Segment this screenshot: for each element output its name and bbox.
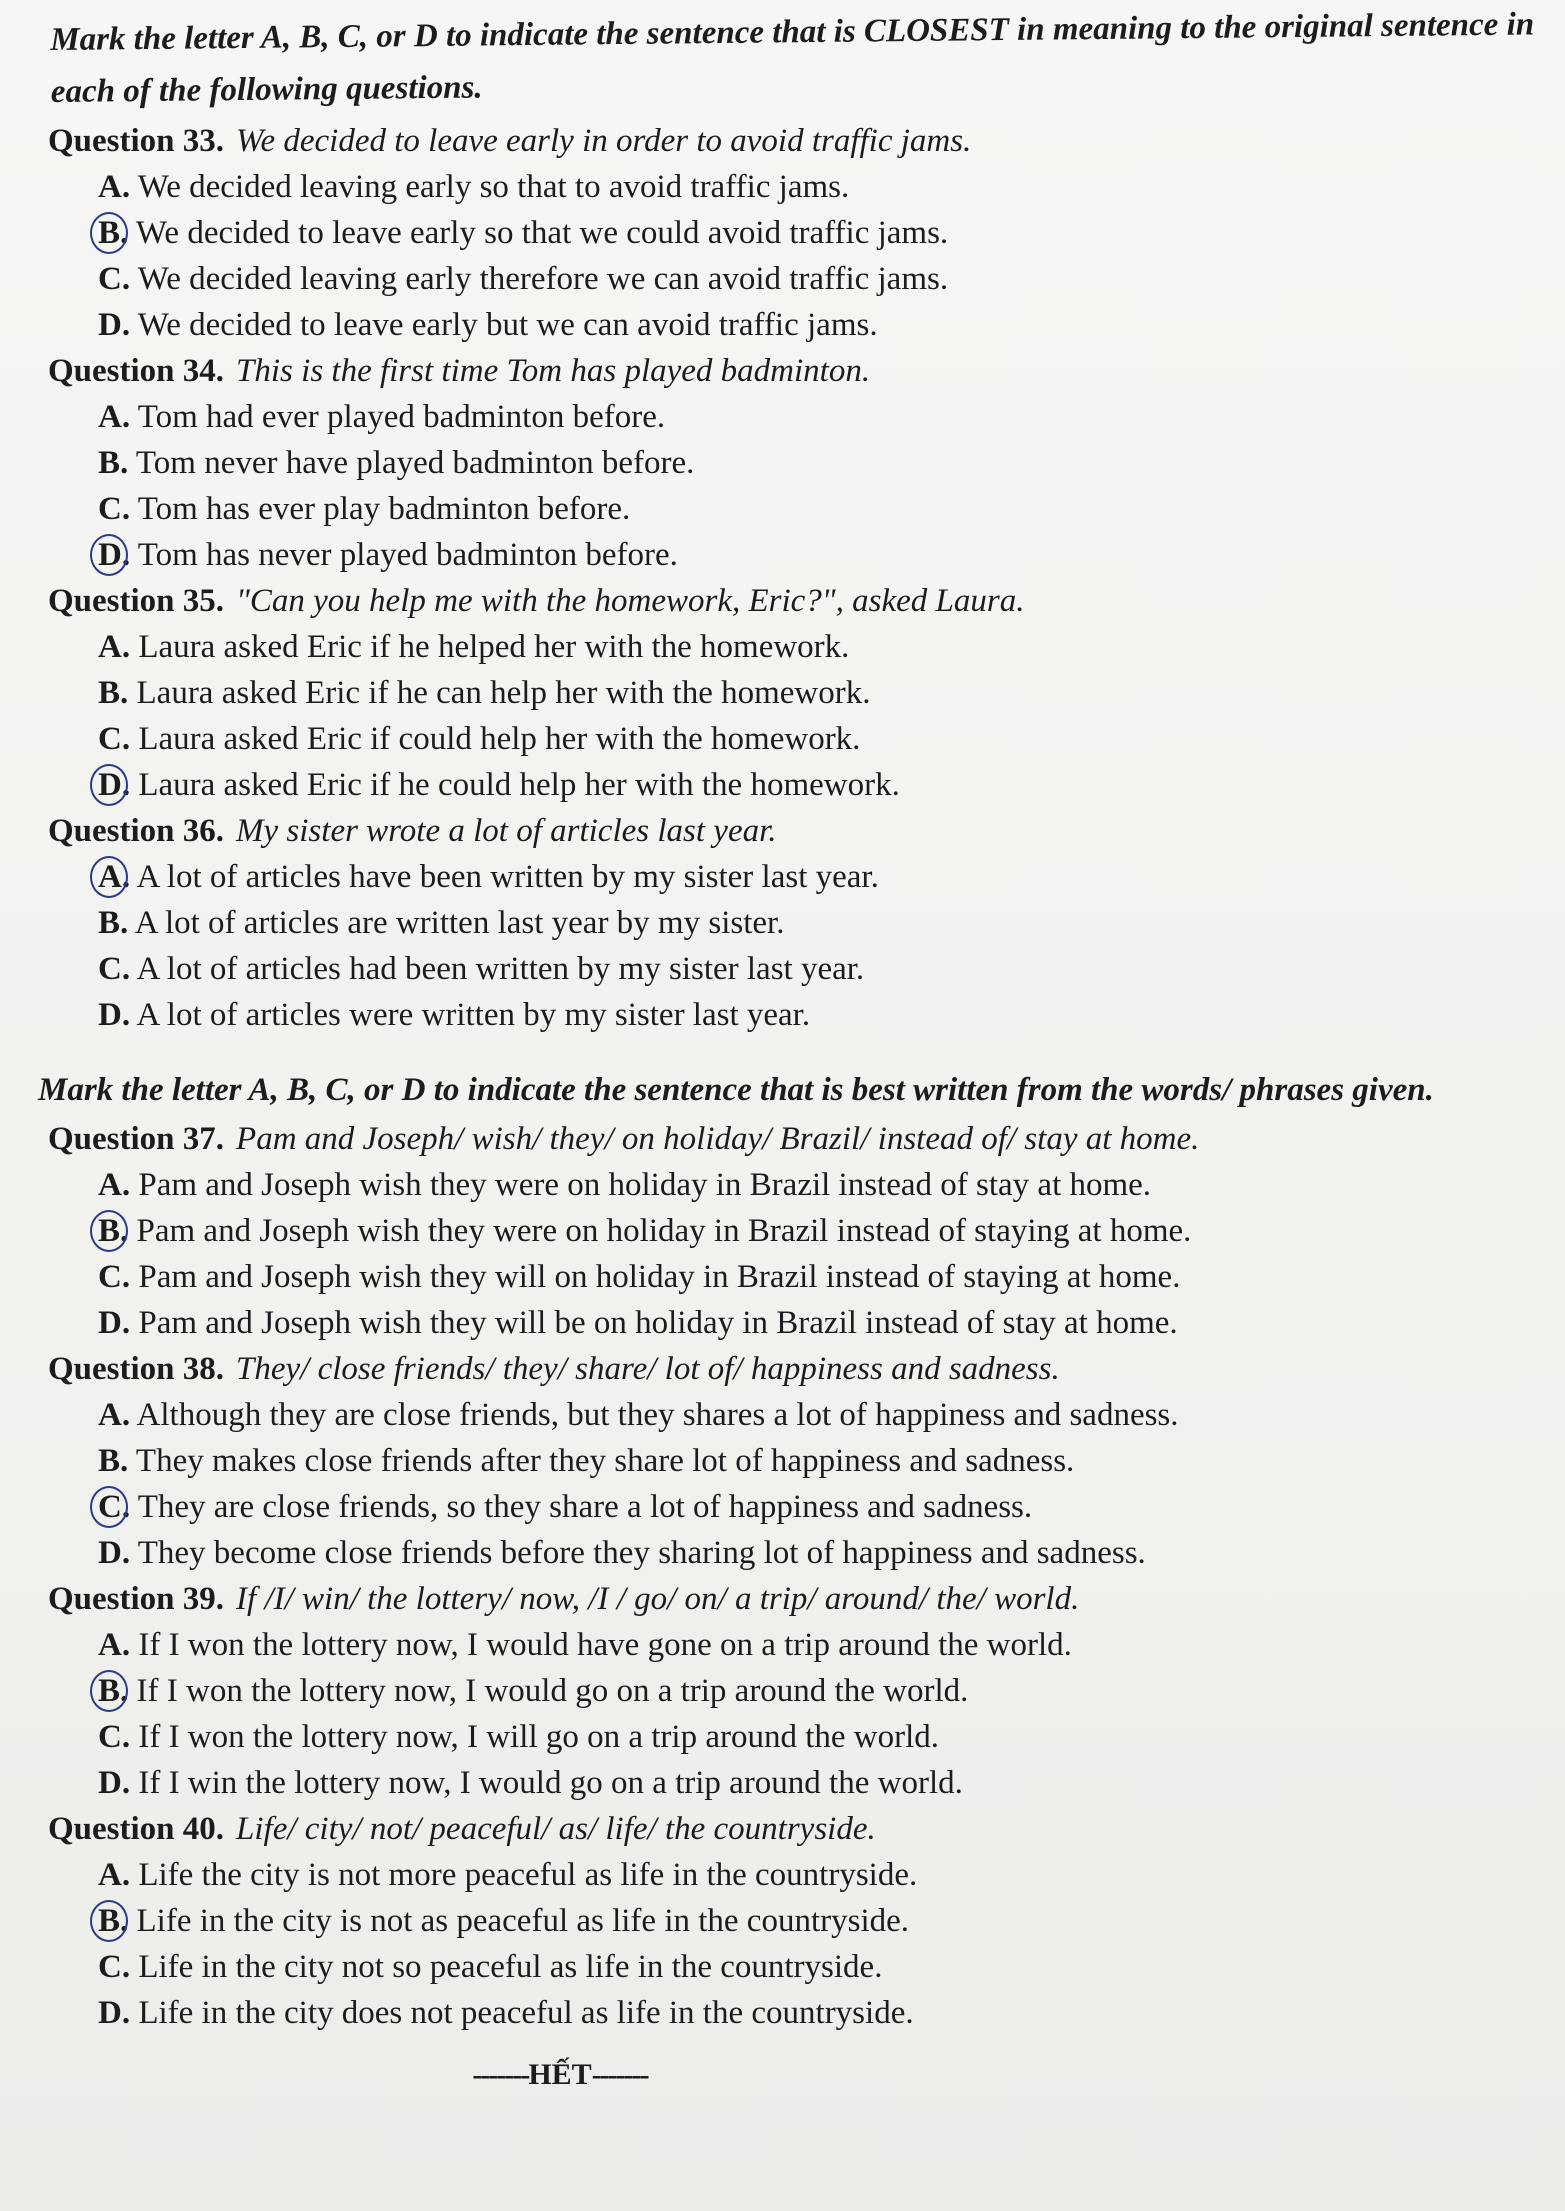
answer-option bbox=[98, 1714, 1540, 1760]
option-text: Pam and Joseph wish they were on holiday in Brazil instead of staying at home. bbox=[136, 1213, 1192, 1249]
option-text: A lot of articles were written by my sister last year. bbox=[136, 997, 811, 1033]
option-letter-text: C. bbox=[98, 1489, 131, 1525]
option-letter bbox=[98, 532, 130, 578]
option-text: Life in the city does not peaceful as life in the countryside. bbox=[138, 1995, 914, 2031]
end-marker bbox=[30, 2058, 1090, 2092]
option-letter-text: D. bbox=[98, 1995, 131, 2031]
end-dash-right: ------- bbox=[591, 2058, 648, 2091]
option-letter-text: C. bbox=[98, 1719, 131, 1755]
option-text: We decided to leave early so that we could avoid traffic jams. bbox=[135, 215, 949, 251]
answer-option bbox=[98, 1668, 1540, 1714]
question-line bbox=[48, 808, 1540, 854]
option-letter-text: D. bbox=[98, 1765, 131, 1801]
option-letter bbox=[98, 1990, 130, 2036]
option-letter-text: C. bbox=[98, 1949, 131, 1985]
question-number: Question 36. bbox=[48, 813, 225, 849]
handwritten-circle-mark bbox=[90, 1210, 128, 1252]
question bbox=[48, 1806, 1540, 2036]
answer-option bbox=[98, 394, 1540, 440]
option-letter-text: A. bbox=[98, 1397, 131, 1433]
answer-option bbox=[98, 1162, 1540, 1208]
option-letter-text: B. bbox=[98, 1903, 129, 1939]
option-letter bbox=[98, 486, 130, 532]
option-letter-text: D. bbox=[98, 767, 131, 803]
option-letter-text: D. bbox=[98, 307, 131, 343]
option-letter bbox=[98, 210, 128, 256]
option-letter-text: B. bbox=[98, 675, 129, 711]
option-letter bbox=[98, 1852, 130, 1898]
option-letter bbox=[98, 762, 130, 808]
question-number: Question 39. bbox=[48, 1581, 225, 1617]
option-letter bbox=[98, 1254, 130, 1300]
question-prompt: Pam and Joseph/ wish/ they/ on holiday/ Brazil/ instead of/ stay at home. bbox=[236, 1121, 1200, 1157]
answer-option bbox=[98, 1990, 1540, 2036]
option-letter bbox=[98, 670, 128, 716]
option-text: Tom had ever played badminton before. bbox=[137, 399, 666, 435]
instruction-best-written: Mark the letter A, B, C, or D to indicate the sentence that is best written from the words/ phrases given. bbox=[38, 1072, 1434, 1108]
question-prompt: We decided to leave early in order to avoid traffic jams. bbox=[236, 123, 972, 159]
option-letter-text: A. bbox=[98, 859, 131, 895]
answer-option bbox=[98, 1208, 1540, 1254]
option-letter-text: C. bbox=[98, 1259, 131, 1295]
option-letter-text: A. bbox=[98, 399, 131, 435]
option-letter bbox=[98, 1484, 130, 1530]
handwritten-circle-mark bbox=[90, 212, 128, 254]
option-text: Laura asked Eric if could help her with the homework. bbox=[138, 721, 861, 757]
answer-option bbox=[98, 992, 1540, 1038]
answer-option bbox=[98, 256, 1540, 302]
option-letter-text: D. bbox=[98, 1305, 131, 1341]
option-text: Laura asked Eric if he can help her with the homework. bbox=[136, 675, 871, 711]
answer-option bbox=[98, 1392, 1540, 1438]
question-number: Question 34. bbox=[48, 353, 225, 389]
option-letter-text: B. bbox=[98, 1213, 129, 1249]
option-letter bbox=[98, 440, 128, 486]
option-text: Life the city is not more peaceful as life in the countryside. bbox=[138, 1857, 918, 1893]
option-letter-text: C. bbox=[98, 721, 131, 757]
option-letter-text: C. bbox=[98, 951, 131, 987]
option-letter bbox=[98, 1392, 130, 1438]
section-closest-meaning bbox=[30, 118, 1540, 1038]
option-letter bbox=[98, 256, 130, 302]
option-letter bbox=[98, 1760, 130, 1806]
answer-option bbox=[98, 1254, 1540, 1300]
question-prompt: They/ close friends/ they/ share/ lot of/ happiness and sadness. bbox=[236, 1351, 1060, 1387]
option-letter bbox=[98, 302, 130, 348]
question-line bbox=[48, 578, 1540, 624]
question-line bbox=[48, 1806, 1540, 1852]
option-letter bbox=[98, 1438, 128, 1484]
option-text: If I won the lottery now, I would have gone on a trip around the world. bbox=[138, 1627, 1072, 1663]
answer-option bbox=[98, 532, 1540, 578]
question bbox=[48, 1116, 1540, 1346]
option-letter bbox=[98, 946, 130, 992]
option-letter bbox=[98, 1668, 128, 1714]
option-text: A lot of articles are written last year by my sister. bbox=[134, 905, 785, 941]
option-letter bbox=[98, 1530, 130, 1576]
option-text: If I win the lottery now, I would go on a trip around the world. bbox=[138, 1765, 963, 1801]
option-letter-text: C. bbox=[98, 491, 131, 527]
answer-option bbox=[98, 1898, 1540, 1944]
answer-option bbox=[98, 946, 1540, 992]
option-text: If I won the lottery now, I will go on a trip around the world. bbox=[138, 1719, 940, 1755]
question-prompt: This is the first time Tom has played badminton. bbox=[236, 353, 871, 389]
answer-option bbox=[98, 302, 1540, 348]
question bbox=[48, 1346, 1540, 1576]
option-letter-text: D. bbox=[98, 997, 131, 1033]
question-number: Question 33. bbox=[48, 123, 225, 159]
option-letter bbox=[98, 624, 130, 670]
answer-option bbox=[98, 1438, 1540, 1484]
option-text: Tom has ever play badminton before. bbox=[137, 491, 631, 527]
option-text: Laura asked Eric if he helped her with the homework. bbox=[138, 629, 850, 665]
answer-option bbox=[98, 210, 1540, 256]
option-letter bbox=[98, 992, 130, 1038]
option-text: If I won the lottery now, I would go on a trip around the world. bbox=[136, 1673, 969, 1709]
option-text: They makes close friends after they share lot of happiness and sadness. bbox=[135, 1443, 1075, 1479]
question bbox=[48, 348, 1540, 578]
option-text: A lot of articles had been written by my sister last year. bbox=[136, 951, 865, 987]
question-number: Question 40. bbox=[48, 1811, 225, 1847]
end-text: HẾT bbox=[528, 2058, 592, 2091]
answer-option bbox=[98, 900, 1540, 946]
option-letter bbox=[98, 1208, 128, 1254]
option-text: Pam and Joseph wish they will be on holiday in Brazil instead of stay at home. bbox=[138, 1305, 1178, 1341]
answer-option bbox=[98, 1852, 1540, 1898]
option-text: Laura asked Eric if he could help her with the homework. bbox=[138, 767, 900, 803]
question-prompt: Life/ city/ not/ peaceful/ as/ life/ the countryside. bbox=[236, 1811, 876, 1847]
question bbox=[48, 1576, 1540, 1806]
option-letter-text: B. bbox=[98, 1673, 129, 1709]
answer-option bbox=[98, 1944, 1540, 1990]
answer-option bbox=[98, 1530, 1540, 1576]
answer-option bbox=[98, 624, 1540, 670]
question-number: Question 38. bbox=[48, 1351, 225, 1387]
option-text: Life in the city is not as peaceful as life in the countryside. bbox=[136, 1903, 910, 1939]
option-letter-text: A. bbox=[98, 169, 131, 205]
option-letter bbox=[98, 1162, 130, 1208]
option-letter-text: B. bbox=[98, 905, 129, 941]
option-text: Life in the city not so peaceful as life in the countryside. bbox=[138, 1949, 883, 1985]
answer-option bbox=[98, 1300, 1540, 1346]
option-letter bbox=[98, 1898, 128, 1944]
question-number: Question 37. bbox=[48, 1121, 225, 1157]
option-text: Tom has never played badminton before. bbox=[137, 537, 678, 573]
question-line bbox=[48, 348, 1540, 394]
option-letter bbox=[98, 854, 130, 900]
answer-option bbox=[98, 440, 1540, 486]
answer-option bbox=[98, 1760, 1540, 1806]
option-text: A lot of articles have been written by my sister last year. bbox=[136, 859, 879, 895]
answer-option bbox=[98, 1484, 1540, 1530]
option-text: Pam and Joseph wish they were on holiday in Brazil instead of stay at home. bbox=[138, 1167, 1152, 1203]
option-text: Tom never have played badminton before. bbox=[135, 445, 695, 481]
answer-option bbox=[98, 762, 1540, 808]
option-letter-text: D. bbox=[98, 1535, 131, 1571]
answer-option bbox=[98, 486, 1540, 532]
option-letter-text: A. bbox=[98, 1167, 131, 1203]
option-letter bbox=[98, 1944, 130, 1990]
question-number: Question 35. bbox=[48, 583, 225, 619]
option-letter bbox=[98, 716, 130, 762]
question-line bbox=[48, 1346, 1540, 1392]
option-letter-text: C. bbox=[98, 261, 131, 297]
option-letter bbox=[98, 1622, 130, 1668]
handwritten-circle-mark bbox=[90, 1486, 131, 1528]
option-letter-text: B. bbox=[98, 445, 129, 481]
option-letter-text: B. bbox=[98, 1443, 129, 1479]
handwritten-circle-mark bbox=[90, 764, 131, 806]
instruction-closest: Mark the letter A, B, C, or D to indicate the sentence that is CLOSEST in meaning to the original sentence in each of the following questions. bbox=[50, 6, 1535, 110]
option-text: Although they are close friends, but they shares a lot of happiness and sadness. bbox=[136, 1397, 1179, 1433]
handwritten-circle-mark bbox=[90, 1900, 128, 1942]
answer-option bbox=[98, 164, 1540, 210]
option-letter-text: B. bbox=[98, 215, 129, 251]
option-text: They become close friends before they sharing lot of happiness and sadness. bbox=[137, 1535, 1146, 1571]
page-content bbox=[30, 6, 1540, 2092]
question-prompt: If /I/ win/ the lottery/ now, /I / go/ on/ a trip/ around/ the/ world. bbox=[236, 1581, 1080, 1617]
question bbox=[48, 578, 1540, 808]
option-letter-text: A. bbox=[98, 1627, 131, 1663]
option-text: We decided leaving early therefore we can avoid traffic jams. bbox=[137, 261, 949, 297]
handwritten-circle-mark bbox=[90, 856, 131, 898]
question-prompt: My sister wrote a lot of articles last year. bbox=[236, 813, 777, 849]
answer-option bbox=[98, 1622, 1540, 1668]
question bbox=[48, 808, 1540, 1038]
option-text: Pam and Joseph wish they will on holiday in Brazil instead of staying at home. bbox=[138, 1259, 1181, 1295]
option-letter bbox=[98, 900, 128, 946]
option-text: We decided to leave early but we can avoid traffic jams. bbox=[137, 307, 878, 343]
question-line bbox=[48, 1576, 1540, 1622]
question bbox=[48, 118, 1540, 348]
option-text: They are close friends, so they share a lot of happiness and sadness. bbox=[137, 1489, 1033, 1525]
answer-option bbox=[98, 670, 1540, 716]
option-letter bbox=[98, 164, 130, 210]
option-letter-text: A. bbox=[98, 629, 131, 665]
option-letter bbox=[98, 394, 130, 440]
answer-option bbox=[98, 854, 1540, 900]
section-best-written bbox=[30, 1116, 1540, 2036]
end-dash-left: ------- bbox=[472, 2058, 529, 2091]
question-line bbox=[48, 118, 1540, 164]
question-prompt: "Can you help me with the homework, Eric?", asked Laura. bbox=[236, 583, 1025, 619]
handwritten-circle-mark bbox=[90, 1670, 128, 1712]
option-text: We decided leaving early so that to avoid traffic jams. bbox=[137, 169, 850, 205]
option-letter-text: A. bbox=[98, 1857, 131, 1893]
option-letter bbox=[98, 1300, 130, 1346]
answer-option bbox=[98, 716, 1540, 762]
question-line bbox=[48, 1116, 1540, 1162]
handwritten-circle-mark bbox=[90, 534, 131, 576]
option-letter-text: D. bbox=[98, 537, 131, 573]
option-letter bbox=[98, 1714, 130, 1760]
